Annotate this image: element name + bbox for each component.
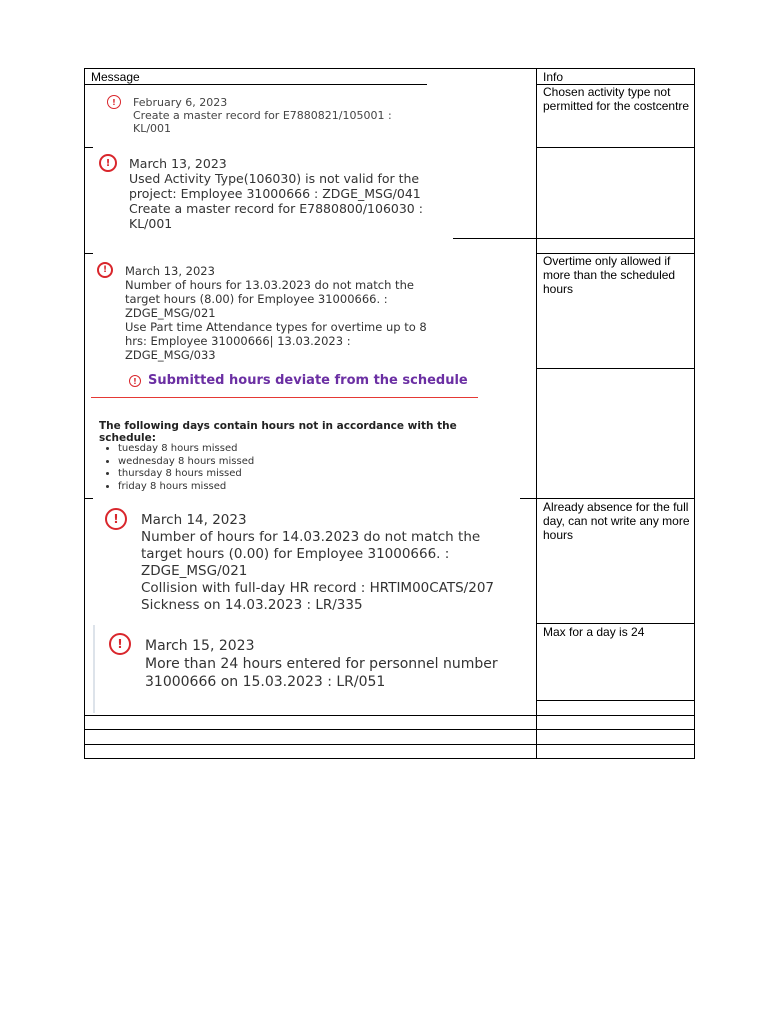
row-divider bbox=[536, 368, 694, 369]
list-item: • thursday 8 hours missed bbox=[118, 468, 254, 481]
warning-title: Submitted hours deviate from the schedule bbox=[148, 373, 468, 388]
row-divider bbox=[536, 498, 694, 499]
info-cell-5: Already absence for the full day, can not write any more hours bbox=[543, 500, 690, 542]
error-message-screenshot bbox=[93, 500, 521, 618]
message-line: KL/001 bbox=[129, 216, 173, 231]
message-date: February 6, 2023 bbox=[133, 96, 228, 109]
message-line: KL/001 bbox=[133, 122, 172, 135]
message-date: March 14, 2023 bbox=[141, 512, 247, 528]
message-line: Collision with full-day HR record : HRTIM00CATS/207 bbox=[141, 580, 494, 596]
message-line: target hours (0.00) for Employee 31000666. : bbox=[141, 546, 450, 562]
row-divider bbox=[520, 498, 537, 499]
row-divider bbox=[453, 238, 537, 239]
row-divider bbox=[536, 700, 694, 701]
message-date: March 13, 2023 bbox=[125, 264, 215, 278]
message-line: Number of hours for 13.03.2023 do not match the bbox=[125, 278, 414, 292]
message-line: Sickness on 14.03.2023 : LR/335 bbox=[141, 597, 363, 613]
message-line: Number of hours for 14.03.2023 do not match the bbox=[141, 529, 481, 545]
message-line: Used Activity Type(106030) is not valid for the bbox=[129, 171, 420, 186]
message-line: target hours (8.00) for Employee 31000666. : bbox=[125, 292, 388, 306]
message-date: March 13, 2023 bbox=[129, 156, 227, 171]
row-divider bbox=[536, 147, 694, 148]
error-message bbox=[145, 637, 498, 691]
message-line: More than 24 hours entered for personnel number bbox=[145, 656, 498, 672]
message-line: hrs: Employee 31000666| 13.03.2023 : bbox=[125, 334, 351, 348]
schedule-warning-screenshot bbox=[86, 369, 486, 497]
message-date: March 15, 2023 bbox=[145, 638, 255, 654]
message-line: Create a master record for E7880821/105001 : bbox=[133, 109, 392, 122]
error-message bbox=[125, 264, 427, 362]
header-message: Message bbox=[91, 70, 140, 84]
row-divider bbox=[85, 729, 694, 730]
warning-circle-icon: ! bbox=[129, 375, 141, 387]
error-message bbox=[133, 96, 392, 135]
message-line: ZDGE_MSG/033 bbox=[125, 348, 216, 362]
message-line: ZDGE_MSG/021 bbox=[125, 306, 216, 320]
warning-underline bbox=[91, 397, 478, 398]
message-line: ZDGE_MSG/021 bbox=[141, 563, 248, 579]
error-message bbox=[129, 156, 423, 231]
info-cell-3: Overtime only allowed if more than the scheduled hours bbox=[543, 254, 676, 296]
column-divider bbox=[536, 69, 537, 758]
schedule-intro: The following days contain hours not in accordance with the schedule: bbox=[99, 420, 457, 444]
row-divider bbox=[85, 715, 694, 716]
error-message-screenshot bbox=[93, 85, 429, 145]
info-cell-6: Max for a day is 24 bbox=[543, 625, 645, 639]
info-cell-1: Chosen activity type not permitted for the costcentre bbox=[543, 85, 690, 113]
error-message-screenshot bbox=[91, 254, 429, 366]
message-line: project: Employee 31000666 : ZDGE_MSG/041 bbox=[129, 186, 421, 201]
error-circle-icon: ! bbox=[105, 508, 127, 530]
list-item: • friday 8 hours missed bbox=[118, 481, 254, 494]
message-line: Create a master record for E7880800/106030 : bbox=[129, 201, 423, 216]
message-line: Use Part time Attendance types for overtime up to 8 bbox=[125, 320, 427, 334]
error-message-screenshot bbox=[93, 625, 531, 713]
list-item: • tuesday 8 hours missed bbox=[118, 443, 254, 456]
error-circle-icon: ! bbox=[107, 95, 121, 109]
message-info-table bbox=[84, 68, 695, 759]
row-divider bbox=[536, 623, 694, 624]
list-item: • wednesday 8 hours missed bbox=[118, 456, 254, 469]
error-message bbox=[141, 512, 494, 614]
error-circle-icon: ! bbox=[109, 633, 131, 655]
error-circle-icon: ! bbox=[99, 154, 117, 172]
header-info: Info bbox=[543, 70, 564, 84]
row-divider bbox=[536, 238, 694, 239]
error-circle-icon: ! bbox=[97, 262, 113, 278]
row-divider bbox=[85, 744, 694, 745]
message-line: 31000666 on 15.03.2023 : LR/051 bbox=[145, 674, 386, 690]
error-message-screenshot bbox=[91, 148, 453, 238]
missed-days-list bbox=[106, 443, 254, 493]
row-divider bbox=[85, 498, 93, 499]
